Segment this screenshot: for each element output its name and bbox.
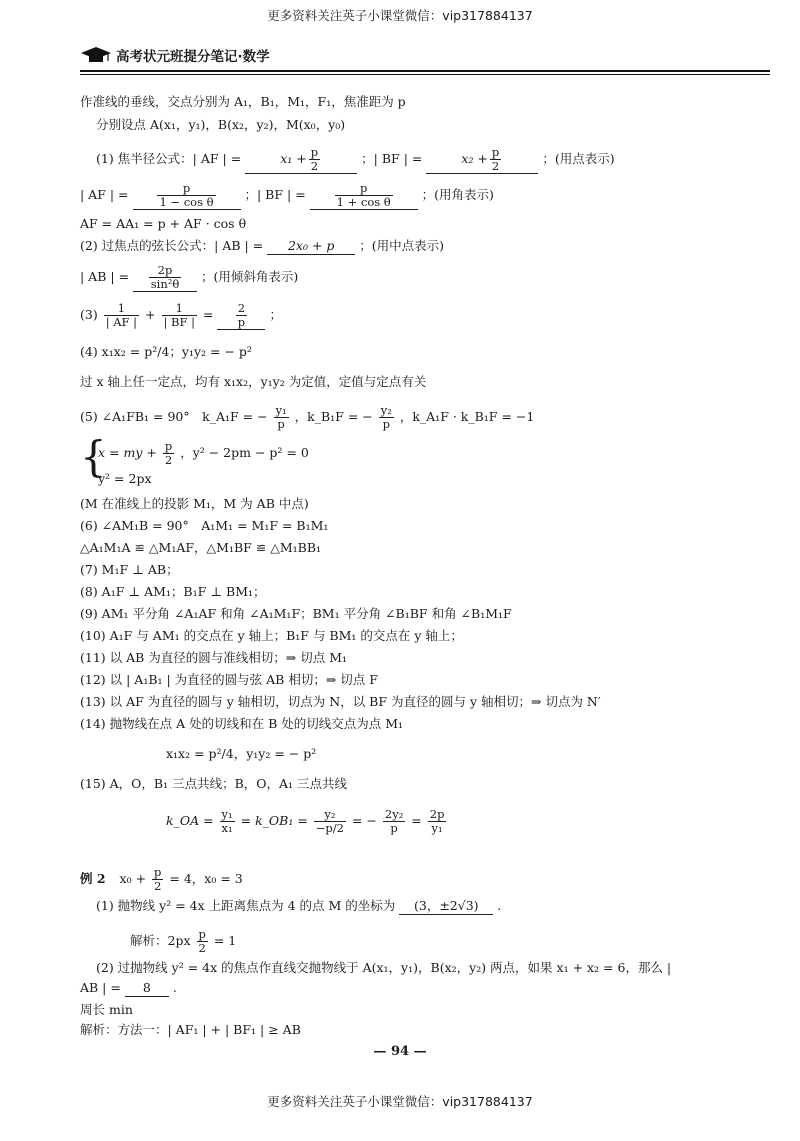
line-product-values: (4) x₁x₂ = p²/4；y₁y₂ = − p² [80,344,252,359]
line-chord-length: (2) 过焦点的弦长公式：| AB | = 2x₀ + p ；(用中点表示) [80,238,444,253]
line-item-13: (13) 以 AF 为直径的圆与 y 轴相切，切点为 N，以 BF 为直径的圆与 y 轴相切；⇒ 切点为 N′ [80,694,601,709]
line-tangent-products: x₁x₂ = p²/4，y₁y₂ = − p² [166,746,317,761]
line-item-14: (14) 抛物线在点 A 处的切线和在 B 处的切线交点为点 M₁ [80,716,404,731]
line-reciprocal-sum: (3) $\frac{1}{| AF |}$ + $\frac{1}{| BF |}$ = $\frac{2}{p}$ ； [80,301,282,329]
answer-1: (3，±2√3) [399,898,493,915]
line-perimeter-min: 周长 min [80,1002,133,1017]
line-chord-angle: | AB | = $\frac{2p}{\text{sin²θ}}$ ；(用倾斜角表示) [80,263,299,291]
line-right-angle-slopes: (5) ∠A₁FB₁ = 90° k_A₁F = − $\frac{\text{y₁}}{p}$ ，k_B₁F = − $\frac{\text{y₂}}{p}$ ，k_A₁F · k_B₁F = −1 [80,403,535,431]
line-fixed-point: 过 x 轴上任一定点，均有 x₁x₂，y₁y₂ 为定值，定值与定点有关 [80,374,427,389]
answer-2: 8 [125,980,169,997]
line-focal-radius-angle: | AF | = $\frac{p}{\text{1 − cos θ}}$ ；| BF | = $\frac{p}{\text{1 + cos θ}}$ ；(用角表示) [80,181,494,209]
top-watermark: 更多资料关注英子小课堂微信：vip317884137 [267,8,533,23]
line-points: 分别设点 A(x₁，y₁)，B(x₂，y₂)，M(x₀，y₀) [96,117,346,132]
line-af-identity: AF = AA₁ = p + AF · cos θ [80,216,247,231]
header-title: 高考状元班提分笔记·数学 [116,49,270,65]
line-item-6: (6) ∠AM₁B = 90° A₁M₁ = M₁F = B₁M₁ [80,518,329,533]
line-item-11: (11) 以 AB 为直径的圆与准线相切；⇒ 切点 M₁ [80,650,348,665]
graduation-cap-icon [80,46,112,64]
line-system-first: x = my + $\frac{p}{2}$ ，y² − 2pm − p² = 0 [98,439,309,467]
system-brace: { [80,432,107,481]
line-perpendicular: 作准线的垂线，交点分别为 A₁，B₁，M₁，F₁，焦准距为 p [80,94,406,109]
line-item-7: (7) M₁F ⊥ AB； [80,562,179,577]
header-rule [80,70,770,72]
line-item-10: (10) A₁F 与 AM₁ 的交点在 y 轴上；B₁F 与 BM₁ 的交点在 y 轴上； [80,628,463,643]
line-item-9: (9) AM₁ 平分角 ∠A₁AF 和角 ∠A₁M₁F；BM₁ 平分角 ∠B₁BF 和角 ∠B₁M₁F [80,606,512,621]
line-collinear-slopes: k_OA = $\frac{\text{y₁}}{\text{x₁}}$ = k_OB₁ = $\frac{\text{y₂}}{-p/2}$ = − $\frac{\text{2y₂}}{p}$ = $\frac{2p}{\text{y₁}}$ [166,807,445,835]
header-rule-thin [80,74,770,75]
example-label: 例 2 [80,871,106,886]
line-example-2: 例 2 x₀ + $\frac{p}{2}$ = 4，x₀ = 3 [80,865,243,893]
line-system-second: y² = 2px [98,471,152,486]
line-question-2-end: AB | = 8 . [80,980,177,995]
line-question-1: (1) 抛物线 y² = 4x 上距离焦点为 4 的点 M 的坐标为 (3，±2√3) . [96,898,502,913]
line-focal-radius-point: (1) 焦半径公式：| AF | = x₁ + $\frac{p}{2}$ ；| BF | = x₂ + $\frac{p}{2}$ ；(用点表示) [96,145,615,173]
line-item-12: (12) 以 | A₁B₁ | 为直径的圆与弦 AB 相切；⇒ 切点 F [80,672,378,687]
line-projection-note: (M 在准线上的投影 M₁，M 为 AB 中点) [80,496,309,511]
bottom-watermark: 更多资料关注英子小课堂微信：vip317884137 [267,1094,533,1109]
line-congruence: △A₁M₁A ≌ △M₁AF，△M₁BF ≌ △M₁BB₁ [80,540,322,555]
line-item-15: (15) A，O，B₁ 三点共线；B，O，A₁ 三点共线 [80,776,348,791]
line-item-8: (8) A₁F ⊥ AM₁；B₁F ⊥ BM₁； [80,584,266,599]
page-header [80,44,270,66]
line-solution-1: 解析：2px $\frac{p}{2}$ = 1 [130,927,237,955]
line-solution-2: 解析：方法一：| AF₁ | + | BF₁ | ≥ AB [80,1022,301,1037]
page-number: — 94 — [373,1044,427,1059]
line-question-2: (2) 过抛物线 y² = 4x 的焦点作直线交抛物线于 A(x₁，y₁)，B(x₂，y₂) 两点，如果 x₁ + x₂ = 6，那么 | [96,960,672,975]
